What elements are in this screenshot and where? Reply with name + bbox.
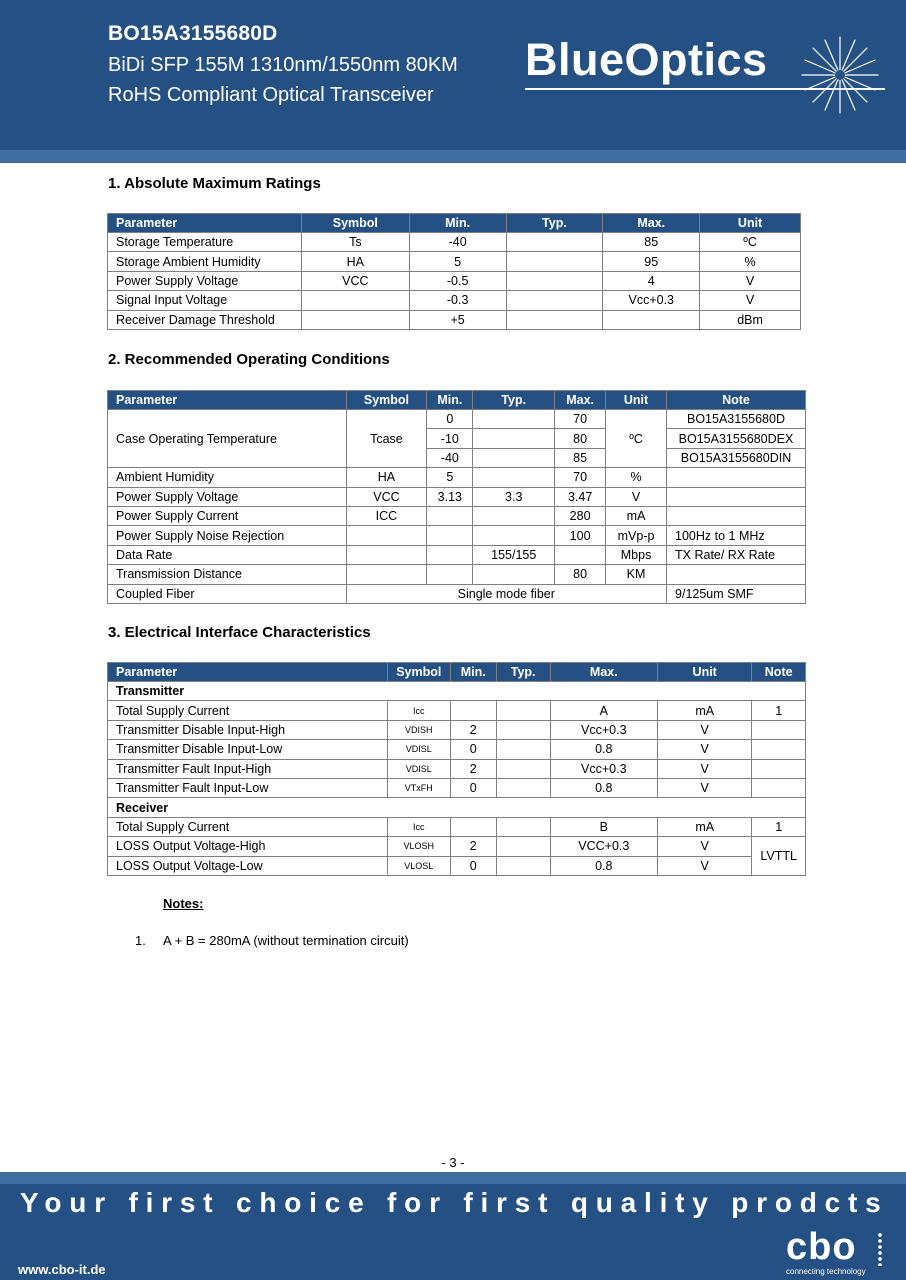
cell-max xyxy=(603,310,700,329)
col-header: Typ. xyxy=(506,214,603,233)
cell-note xyxy=(752,740,806,759)
cell-symbol: VCC xyxy=(346,487,427,506)
col-header: Max. xyxy=(550,663,657,682)
cell-unit: KM xyxy=(606,565,667,584)
cell-max: 80 xyxy=(555,429,606,448)
cell-min: 2 xyxy=(450,759,496,778)
cell-min: 5 xyxy=(427,468,473,487)
section3-heading: 3. Electrical Interface Characteristics xyxy=(108,624,371,641)
col-header: Typ. xyxy=(473,391,555,410)
cell-parameter: Receiver Damage Threshold xyxy=(108,310,302,329)
cell-note xyxy=(752,759,806,778)
cell-unit: V xyxy=(606,487,667,506)
note-text: A + B = 280mA (without termination circuit) xyxy=(163,933,409,948)
col-header: Parameter xyxy=(108,391,347,410)
cell-max xyxy=(555,545,606,564)
cell-max: 95 xyxy=(603,252,700,271)
table-row xyxy=(108,701,806,720)
cell-typ xyxy=(506,291,603,310)
table-header-row xyxy=(108,663,806,682)
product-subtitle-2: RoHS Compliant Optical Transceiver xyxy=(108,84,434,106)
cell-unit: ºC xyxy=(700,233,801,252)
cell-typ: 155/155 xyxy=(473,545,555,564)
col-header: Symbol xyxy=(387,663,450,682)
cell-unit: % xyxy=(700,252,801,271)
cell-min: 0 xyxy=(427,410,473,429)
cell-unit: mA xyxy=(658,817,752,836)
cell-unit: V xyxy=(658,778,752,797)
cell-max: 85 xyxy=(555,448,606,467)
cbo-tagline: connecting technology xyxy=(786,1267,866,1276)
col-header: Unit xyxy=(658,663,752,682)
col-header: Unit xyxy=(700,214,801,233)
table-row xyxy=(108,526,806,545)
cell-max: 4 xyxy=(603,271,700,290)
cell-unit: mA xyxy=(658,701,752,720)
cell-parameter: Power Supply Voltage xyxy=(108,271,302,290)
cell-symbol: VLOSH xyxy=(387,837,450,856)
cell-note xyxy=(667,506,806,525)
group-row xyxy=(108,682,806,701)
cell-typ xyxy=(506,252,603,271)
table-row xyxy=(108,584,806,603)
col-header: Unit xyxy=(606,391,667,410)
cell-parameter: Coupled Fiber xyxy=(108,584,347,603)
cell-typ xyxy=(506,310,603,329)
cell-unit: V xyxy=(658,740,752,759)
col-header: Max. xyxy=(555,391,606,410)
cell-min: 3.13 xyxy=(427,487,473,506)
cell-max: 100 xyxy=(555,526,606,545)
cell-min: 0 xyxy=(450,740,496,759)
cell-parameter: Transmitter Disable Input-Low xyxy=(108,740,388,759)
cell-typ xyxy=(473,429,555,448)
cell-symbol: VLOSL xyxy=(387,856,450,875)
product-subtitle-1: BiDi SFP 155M 1310nm/1550nm 80KM xyxy=(108,54,458,76)
cell-typ xyxy=(496,720,550,739)
cell-unit: V xyxy=(700,271,801,290)
cell-max: 80 xyxy=(555,565,606,584)
cell-min: -0.5 xyxy=(409,271,506,290)
table-row xyxy=(108,410,806,429)
note-number: 1. xyxy=(135,933,146,948)
cell-max: A xyxy=(550,701,657,720)
section2-heading: 2. Recommended Operating Conditions xyxy=(108,351,390,368)
cell-parameter: Data Rate xyxy=(108,545,347,564)
table-header-row xyxy=(108,214,801,233)
cell-unit: Mbps xyxy=(606,545,667,564)
cell-parameter: Storage Temperature xyxy=(108,233,302,252)
product-title: BO15A3155680D xyxy=(108,22,278,45)
cell-unit: V xyxy=(658,759,752,778)
cell-min xyxy=(450,701,496,720)
cell-symbol: VTxFH xyxy=(387,778,450,797)
cell-note: LVTTL xyxy=(752,837,806,876)
cell-min xyxy=(450,817,496,836)
cell-symbol: VDISH xyxy=(387,720,450,739)
cell-typ xyxy=(496,837,550,856)
cell-typ xyxy=(473,565,555,584)
cell-symbol xyxy=(346,545,427,564)
table-row xyxy=(108,817,806,836)
header-strip xyxy=(0,150,906,163)
table-row xyxy=(108,506,806,525)
col-header: Note xyxy=(667,391,806,410)
cell-max: 0.8 xyxy=(550,778,657,797)
cell-typ xyxy=(506,233,603,252)
cell-typ xyxy=(506,271,603,290)
operating-conditions-table xyxy=(107,390,806,604)
cell-max: B xyxy=(550,817,657,836)
table-row xyxy=(108,778,806,797)
cell-max: 0.8 xyxy=(550,856,657,875)
footer-url-link[interactable]: www.cbo-it.de xyxy=(18,1262,106,1277)
cell-min xyxy=(427,526,473,545)
col-header: Typ. xyxy=(496,663,550,682)
cell-note: BO15A3155680D xyxy=(667,410,806,429)
cell-parameter: LOSS Output Voltage-High xyxy=(108,837,388,856)
cell-min: 0 xyxy=(450,778,496,797)
cell-symbol: Tcase xyxy=(346,410,427,468)
cell-note xyxy=(752,778,806,797)
table-row xyxy=(108,856,806,875)
table-row xyxy=(108,837,806,856)
cell-parameter: Power Supply Current xyxy=(108,506,347,525)
table-row xyxy=(108,271,801,290)
footer-slogan: Your first choice for first quality prodcts xyxy=(20,1187,889,1218)
cell-symbol xyxy=(346,526,427,545)
cell-max: 3.47 xyxy=(555,487,606,506)
cell-max: 85 xyxy=(603,233,700,252)
cell-parameter: Total Supply Current xyxy=(108,817,388,836)
cell-min: 0 xyxy=(450,856,496,875)
cbo-logo: cbo xyxy=(786,1226,857,1268)
cell-symbol xyxy=(301,291,409,310)
cell-unit: V xyxy=(658,720,752,739)
cell-symbol: HA xyxy=(301,252,409,271)
cell-min: -10 xyxy=(427,429,473,448)
cell-note: 9/125um SMF xyxy=(667,584,806,603)
cell-typ xyxy=(473,410,555,429)
cell-symbol xyxy=(301,310,409,329)
cell-symbol: VDISL xyxy=(387,740,450,759)
page-number: - 3 - xyxy=(441,1155,465,1170)
table-row xyxy=(108,291,801,310)
cell-symbol: ICC xyxy=(346,506,427,525)
cell-symbol xyxy=(346,565,427,584)
cell-unit: ºC xyxy=(606,410,667,468)
cell-note: 1 xyxy=(752,817,806,836)
group-label-transmitter: Transmitter xyxy=(108,682,806,701)
col-header: Min. xyxy=(427,391,473,410)
cell-typ xyxy=(473,526,555,545)
cell-parameter: Total Supply Current xyxy=(108,701,388,720)
cell-max: Vcc+0.3 xyxy=(550,759,657,778)
cell-max: VCC+0.3 xyxy=(550,837,657,856)
cell-parameter: Power Supply Noise Rejection xyxy=(108,526,347,545)
cell-note xyxy=(667,468,806,487)
cbo-dots-icon xyxy=(876,1232,884,1266)
blueoptics-logo: BlueOptics xyxy=(525,34,768,85)
cell-unit: mVp-p xyxy=(606,526,667,545)
absolute-max-ratings-table xyxy=(107,213,801,330)
cell-typ xyxy=(496,817,550,836)
cell-parameter: Transmitter Fault Input-Low xyxy=(108,778,388,797)
cell-parameter: Power Supply Voltage xyxy=(108,487,347,506)
table-row xyxy=(108,252,801,271)
cell-min: -40 xyxy=(409,233,506,252)
cell-symbol: Ts xyxy=(301,233,409,252)
cell-parameter: Case Operating Temperature xyxy=(108,410,347,468)
cell-unit: V xyxy=(658,837,752,856)
cell-min xyxy=(427,506,473,525)
cell-note xyxy=(752,720,806,739)
cell-symbol: HA xyxy=(346,468,427,487)
cell-min: +5 xyxy=(409,310,506,329)
table-row xyxy=(108,233,801,252)
cell-min xyxy=(427,565,473,584)
notes-heading: Notes: xyxy=(163,896,204,911)
table-row xyxy=(108,487,806,506)
cell-parameter: Transmitter Fault Input-High xyxy=(108,759,388,778)
cell-typ xyxy=(496,740,550,759)
cell-parameter: LOSS Output Voltage-Low xyxy=(108,856,388,875)
cell-unit: V xyxy=(700,291,801,310)
cell-max: 0.8 xyxy=(550,740,657,759)
cell-note xyxy=(667,565,806,584)
cell-unit: dBm xyxy=(700,310,801,329)
col-header: Symbol xyxy=(301,214,409,233)
table-row xyxy=(108,310,801,329)
cell-parameter: Signal Input Voltage xyxy=(108,291,302,310)
cell-min: 5 xyxy=(409,252,506,271)
cell-parameter: Transmitter Disable Input-High xyxy=(108,720,388,739)
col-header: Min. xyxy=(450,663,496,682)
table-row xyxy=(108,468,806,487)
col-header: Parameter xyxy=(108,663,388,682)
table-header-row xyxy=(108,391,806,410)
cell-typ xyxy=(496,701,550,720)
cell-min: -0.3 xyxy=(409,291,506,310)
starburst-icon xyxy=(800,35,880,115)
cell-symbol: VDISL xyxy=(387,759,450,778)
col-header: Note xyxy=(752,663,806,682)
cell-symbol: Icc xyxy=(387,701,450,720)
cell-merged-value: Single mode fiber xyxy=(346,584,666,603)
footer-strip xyxy=(0,1172,906,1184)
cell-max: Vcc+0.3 xyxy=(603,291,700,310)
table-row xyxy=(108,545,806,564)
cell-note: 100Hz to 1 MHz xyxy=(667,526,806,545)
group-row xyxy=(108,798,806,817)
cell-min: -40 xyxy=(427,448,473,467)
cell-note xyxy=(667,487,806,506)
col-header: Min. xyxy=(409,214,506,233)
col-header: Max. xyxy=(603,214,700,233)
cell-typ xyxy=(496,778,550,797)
table-row xyxy=(108,759,806,778)
cell-typ xyxy=(496,759,550,778)
table-row xyxy=(108,720,806,739)
col-header: Symbol xyxy=(346,391,427,410)
cell-note: TX Rate/ RX Rate xyxy=(667,545,806,564)
electrical-interface-table xyxy=(107,662,806,876)
cell-typ: 3.3 xyxy=(473,487,555,506)
cell-typ xyxy=(496,856,550,875)
cell-parameter: Transmission Distance xyxy=(108,565,347,584)
cell-parameter: Storage Ambient Humidity xyxy=(108,252,302,271)
cell-min: 2 xyxy=(450,720,496,739)
cell-note: BO15A3155680DEX xyxy=(667,429,806,448)
cell-min: 2 xyxy=(450,837,496,856)
group-label-receiver: Receiver xyxy=(108,798,806,817)
cell-max: Vcc+0.3 xyxy=(550,720,657,739)
cell-symbol: Icc xyxy=(387,817,450,836)
cell-note: BO15A3155680DIN xyxy=(667,448,806,467)
cell-unit: % xyxy=(606,468,667,487)
cell-typ xyxy=(473,506,555,525)
cell-min xyxy=(427,545,473,564)
table-row xyxy=(108,740,806,759)
cell-note: 1 xyxy=(752,701,806,720)
cell-max: 70 xyxy=(555,410,606,429)
cell-unit: mA xyxy=(606,506,667,525)
cell-unit: V xyxy=(658,856,752,875)
cell-parameter: Ambient Humidity xyxy=(108,468,347,487)
cell-typ xyxy=(473,468,555,487)
cell-symbol: VCC xyxy=(301,271,409,290)
cell-typ xyxy=(473,448,555,467)
table-row xyxy=(108,565,806,584)
section1-heading: 1. Absolute Maximum Ratings xyxy=(108,175,321,192)
cell-max: 280 xyxy=(555,506,606,525)
col-header: Parameter xyxy=(108,214,302,233)
cell-max: 70 xyxy=(555,468,606,487)
